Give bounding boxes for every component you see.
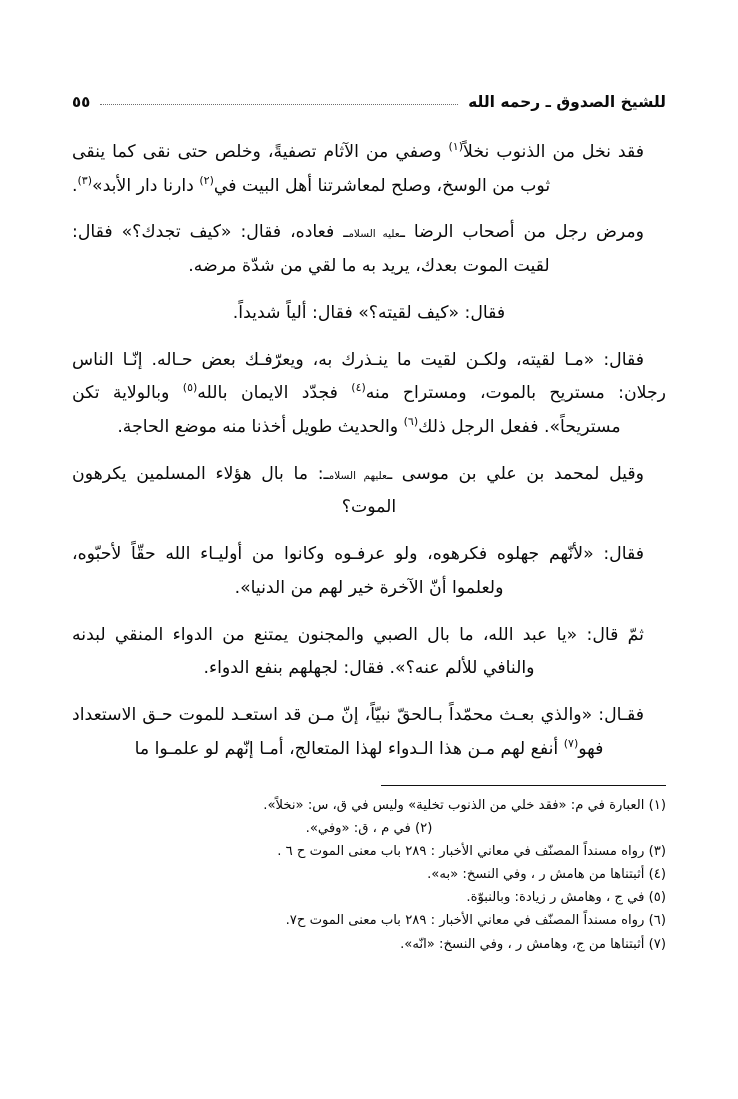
paragraph-1: فقد نخل من الذنوب نخلاً$^{(١)}$ وصفي من الآثام تصفيةً، وخلص حتى نقى كما ينقى ثوب من الوسخ، وصلح لمعاشرتنا أهل البيت في$^{(٢)}$ دارنا دار الأبد»$^{(٣)}$.: [72, 140, 644, 196]
header-dot-leader: [100, 103, 458, 105]
footnote-marker: (٦): [403, 415, 419, 429]
footnote-item: (٦) رواه مسنداً المصنّف في معاني الأخبار : ٢٨٩ باب معنى الموت ح٧.: [285, 913, 666, 929]
paragraph-7: ثمّ قال: «يا عبد الله، ما بال الصبي والمجنون يمتنع من الدواء المنقي لبدنه والنافي للألم عنه؟». فقال: لجهلهم بنفع الدواء.: [72, 624, 644, 679]
paragraph-2: ومرض رجل من أصحاب الرضا ـعليه السلامـ فعاده، فقال: «كيف تجدك؟» فقال: لقيت الموت بعدك، يريد به ما لقي من شدّة مرضه.: [72, 222, 644, 277]
footnote-item: (٣) رواه مسنداً المصنّف في معاني الأخبار : ٢٨٩ باب معنى الموت ح ٦ .: [277, 843, 666, 859]
footnote-item: (١) العبارة في م: «فقد خلي من الذنوب تخلية» وليس في ق، س: «نخلاً».: [263, 797, 666, 813]
footnote-marker: (٢): [199, 173, 214, 187]
main-text-body: [72, 136, 666, 767]
footnote-item: (٢) في م ، ق: «وفي».: [305, 820, 433, 836]
footnote-marker: (٥): [182, 381, 198, 395]
footnote-separator-rule: [381, 785, 666, 786]
page-number: ٥٥: [72, 93, 91, 111]
footnote-item: (٥) في ج ، وهامش ر زيادة: وبالنبوّة.: [466, 890, 666, 906]
footnote-marker: (٣): [77, 173, 93, 187]
paragraph-4: فقال: «مـا لقيته، ولكـن لقيت ما ينـذرك به، ويعرّفـك بعض حـاله. إنّـا الناس رجلان: مستريح بالموت، ومستراح منه$^{(٤)}$ فجدّد الايمان بالله$^{(٥)}$ وبالولاية تكن مستريحاً». ففعل الرجل ذلك$^{(٦)}$ والحديث طويل أخذنا منه موضع الحاجة.: [72, 349, 666, 438]
footnote-item: (٤) أثبتناها من هامش ر ، وفي النسخ: «به».: [427, 867, 666, 883]
paragraph-5: وقيل لمحمد بن علي بن موسى ـعليهم السلامـ: ما بال هؤلاء المسلمين يكرهون الموت؟: [72, 463, 645, 518]
header-book-title: للشيخ الصدوق ـ رحمه الله: [468, 92, 666, 111]
footnote-item: (٧) أثبتناها من ج، وهامش ر ، وفي النسخ: «انّه».: [400, 936, 666, 952]
footnote-marker: (١): [448, 140, 464, 154]
footnotes-section: [72, 795, 666, 956]
paragraph-3: فقال: «كيف لقيته؟» فقال: ألياً شديداً.: [232, 302, 506, 323]
footnote-marker: (٧): [563, 737, 579, 751]
paragraph-8: فقـال: «والذي بعـث محمّداً بـالحقّ نبيّاً، إنّ مـن قد استعـد للموت حـق الاستعداد فهو$^{(٧)}$ أنفع لهم مـن هذا الـدواء لهذا المتعالج، أمـا إنّهم لو علمـوا ما: [72, 705, 644, 759]
honorific-text: عليه السلام: [348, 228, 400, 241]
paragraph-6: فقال: «لأنّهم جهلوه فكرهوه، ولو عرفـوه وكانوا من أوليـاء الله حقّاً لأحبّوه، ولعلموا أنّ الآخرة خير لهم من الدنيا».: [72, 544, 644, 598]
footnote-marker: (٤): [351, 381, 366, 395]
honorific-text: عليهم السلام: [328, 469, 388, 482]
page-header: [72, 86, 666, 110]
